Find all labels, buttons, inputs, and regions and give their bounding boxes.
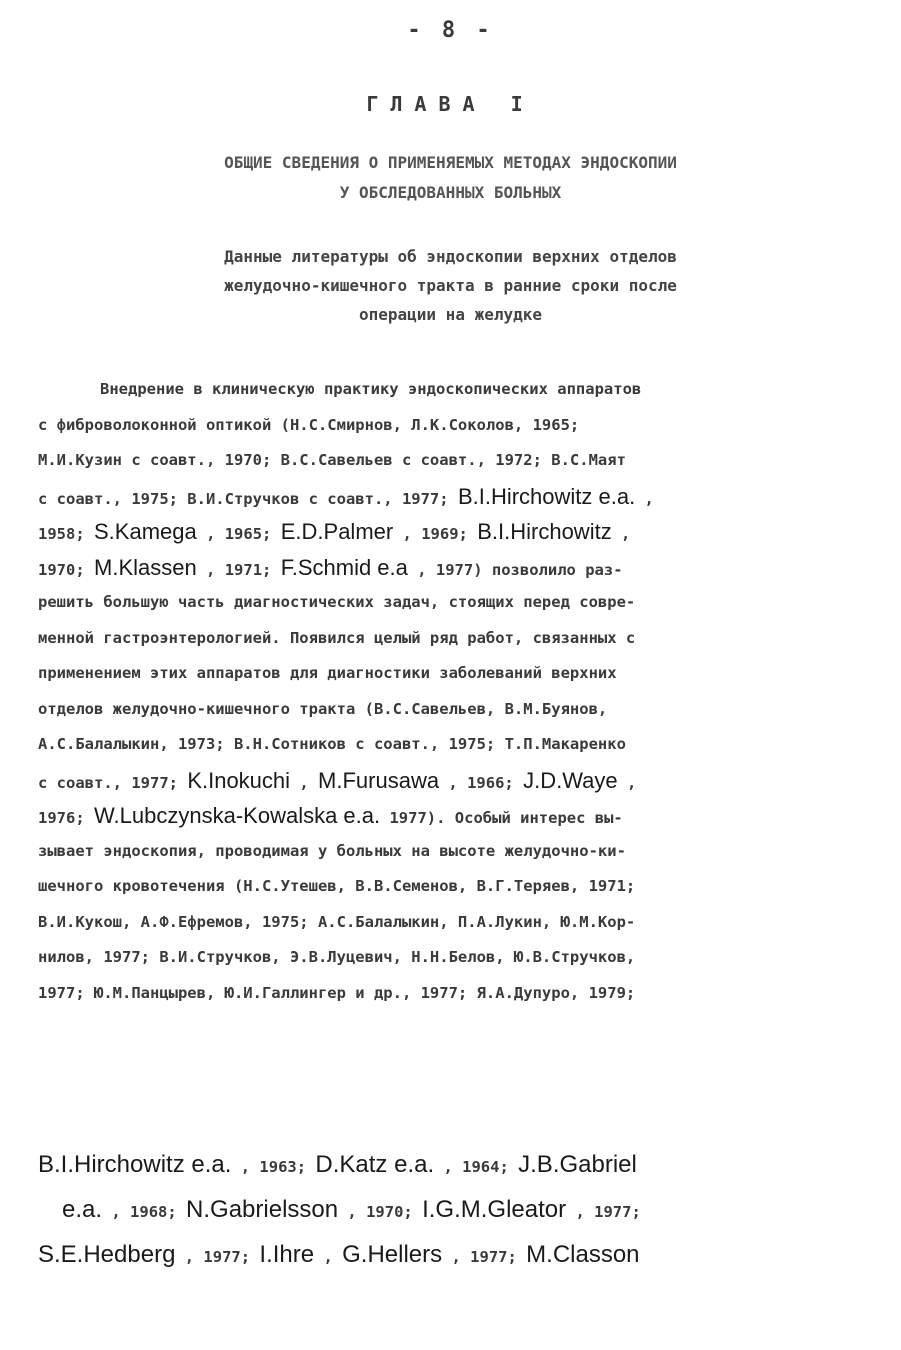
body-line xyxy=(38,869,868,905)
text-fragment: 1977). Особый интерес вы- xyxy=(380,809,623,827)
body-line xyxy=(38,621,868,657)
body-line xyxy=(38,798,868,834)
text-fragment: Внедрение в клиническую практику эндоскопических аппаратов xyxy=(100,380,642,398)
text-fragment: , 1964; xyxy=(434,1158,519,1176)
handwritten-reference: M.Klassen xyxy=(94,554,197,580)
section-subtitle-line: Данные литературы об эндоскопии верхних отделов xyxy=(224,247,677,266)
text-fragment: нилов, 1977; В.И.Стручков, Э.В.Луцевич, Н.Н.Белов, Ю.В.Стручков, xyxy=(38,948,636,966)
text-fragment: , 1969; xyxy=(393,525,478,543)
handwritten-reference: S.Kamega xyxy=(94,519,197,544)
body-line xyxy=(38,692,868,728)
handwritten-reference: J.D.Waye xyxy=(523,767,618,793)
body-line xyxy=(38,550,868,586)
handwritten-reference: B.I.Hirchowitz e.a. xyxy=(457,483,636,509)
body-line xyxy=(38,763,868,799)
text-fragment: , 1965; xyxy=(196,525,281,543)
text-fragment: отделов желудочно-кишечного тракта (В.С.Савельев, В.М.Буянов, xyxy=(38,699,608,718)
handwritten-reference: I.G.M.Gleator xyxy=(422,1196,567,1223)
body-line xyxy=(38,585,868,621)
text-fragment: , xyxy=(635,489,654,508)
text-fragment: 1976; xyxy=(38,809,94,827)
text-fragment: менной гастроэнтерологией. Появился целый ряд работ, связанных с xyxy=(38,628,636,647)
text-fragment: с соавт., 1977; xyxy=(38,773,188,792)
text-fragment: М.И.Кузин с соавт., 1970; В.С.Савельев с соавт., 1972; В.С.Маят xyxy=(38,451,626,469)
handwritten-reference: e.a. xyxy=(62,1196,103,1223)
text-fragment: , xyxy=(290,773,319,792)
body-line xyxy=(38,940,868,976)
section-subtitle-line: операции на желудке xyxy=(358,305,543,324)
handwritten-reference: G.Hellers xyxy=(342,1241,443,1268)
text-fragment: 1970; xyxy=(38,560,94,579)
text-fragment: , 1977; xyxy=(566,1203,641,1221)
section-subtitle xyxy=(0,242,901,329)
body-line xyxy=(38,479,868,515)
handwritten-reference: B.I.Hirchowitz e.a. xyxy=(38,1151,232,1178)
reference-line xyxy=(38,1232,868,1277)
handwritten-reference: J.B.Gabriel xyxy=(518,1151,637,1178)
handwritten-reference: M.Furusawa xyxy=(318,767,440,793)
handwritten-reference: W.Lubczynska-Kowalska e.a. xyxy=(94,803,381,828)
body-line xyxy=(38,727,868,763)
handwritten-reference: E.D.Palmer xyxy=(280,519,394,544)
handwritten-reference: K.Inokuchi xyxy=(187,767,291,793)
text-fragment: применением этих аппаратов для диагностики заболеваний верхних xyxy=(38,664,617,682)
text-fragment: шечного кровотечения (Н.С.Утешев, В.В.Семенов, В.Г.Теряев, 1971; xyxy=(38,877,636,895)
text-fragment: , 1977; xyxy=(175,1248,260,1266)
text-fragment: , 1963; xyxy=(231,1158,316,1176)
body-line xyxy=(38,834,868,870)
text-fragment: 1958; xyxy=(38,525,94,543)
text-fragment: , xyxy=(611,525,631,543)
text-fragment: , 1968; xyxy=(102,1203,187,1221)
handwritten-reference: N.Gabrielsson xyxy=(186,1196,339,1223)
text-fragment: с фиброволоконной оптикой (Н.С.Смирнов, Л.К.Соколов, 1965; xyxy=(38,415,580,434)
handwritten-reference: I.Ihre xyxy=(259,1241,315,1268)
handwritten-reference: B.I.Hirchowitz xyxy=(477,519,612,544)
text-fragment: В.И.Кукош, А.Ф.Ефремов, 1975; А.С.Балалыкин, П.А.Лукин, Ю.М.Кор- xyxy=(38,912,636,931)
handwritten-reference: M.Classon xyxy=(526,1241,640,1268)
text-fragment: , 1977; xyxy=(442,1248,527,1266)
body-line xyxy=(38,443,868,479)
reference-line xyxy=(38,1187,868,1232)
reference-line xyxy=(38,1142,868,1187)
handwritten-reference: F.Schmid e.a xyxy=(280,554,408,580)
chapter-title-line: ОБЩИЕ СВЕДЕНИЯ О ПРИМЕНЯЕМЫХ МЕТОДАХ ЭНДОСКОПИИ xyxy=(224,153,677,172)
text-fragment: 1977; Ю.М.Панцырев, Ю.И.Галлингер и др., 1977; Я.А.Дупуро, 1979; xyxy=(38,983,636,1002)
chapter-title xyxy=(0,148,901,208)
text-fragment: с соавт., 1975; В.И.Стручков с соавт., 1977; xyxy=(38,489,458,508)
handwritten-reference: D.Katz e.a. xyxy=(315,1151,435,1178)
text-fragment: зывает эндоскопия, проводимая у больных на высоте желудочно-ки- xyxy=(38,841,626,860)
chapter-heading: ГЛАВА I xyxy=(366,92,535,116)
text-fragment: , xyxy=(314,1248,343,1266)
text-fragment: , 1970; xyxy=(338,1203,423,1221)
chapter-title-line: У ОБСЛЕДОВАННЫХ БОЛЬНЫХ xyxy=(339,183,562,202)
body-line xyxy=(38,976,868,1012)
body-line xyxy=(38,372,868,408)
body-line xyxy=(38,905,868,941)
text-fragment: , xyxy=(617,773,637,792)
section-subtitle-line: желудочно-кишечного тракта в ранние сроки после xyxy=(224,276,677,295)
body-line xyxy=(38,514,868,550)
text-fragment: , 1966; xyxy=(439,773,524,792)
body-line xyxy=(38,656,868,692)
text-fragment: , 1971; xyxy=(196,560,281,579)
text-fragment: , 1977) позволило раз- xyxy=(407,560,623,579)
body-line xyxy=(38,408,868,444)
text-fragment: А.С.Балалыкин, 1973; В.Н.Сотников с соавт., 1975; Т.П.Макаренко xyxy=(38,735,626,753)
reference-lines xyxy=(38,1142,868,1277)
page-number: - 8 - xyxy=(407,18,494,43)
handwritten-reference: S.E.Hedberg xyxy=(38,1241,176,1268)
body-text xyxy=(38,372,868,1011)
text-fragment: решить большую часть диагностических задач, стоящих перед совре- xyxy=(38,593,636,611)
